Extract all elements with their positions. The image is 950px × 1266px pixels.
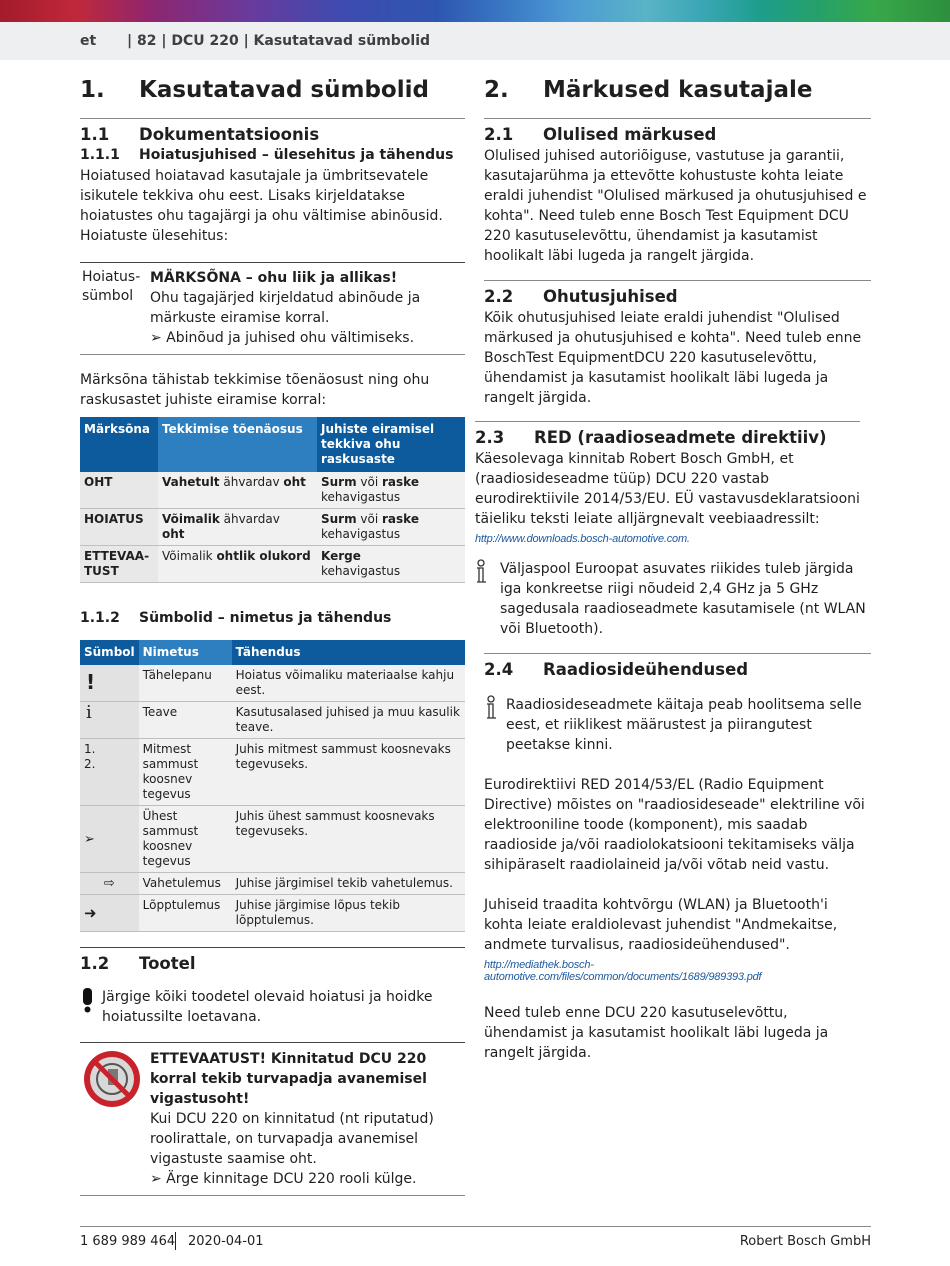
- section-title: RED (raadioseadmete direktiiv): [534, 428, 827, 447]
- footer-separator: [175, 1232, 176, 1250]
- left-column: [80, 74, 465, 1196]
- section-2-2-heading: [484, 283, 871, 308]
- signal-word: HOIATUS: [80, 509, 158, 546]
- closing-text: Need tuleb enne DCU 220 kasutuselevõttu, ühendamist ja kasutamist hoolikalt läbi lugeda ja rangelt järgida.: [484, 1005, 829, 1061]
- section-title: Dokumentatsioonis: [139, 125, 320, 144]
- section-1-1-2-heading: [80, 609, 465, 628]
- intermediate-result-icon: ⇨: [80, 873, 139, 895]
- probability-bold: ohtlik olukord: [216, 549, 311, 563]
- final-result-arrow-icon: ➜: [80, 895, 139, 932]
- section-number: 1.: [80, 77, 105, 103]
- severity-bold: Kerge: [321, 549, 361, 563]
- signal-word: ETTEVAA-TUST: [80, 546, 158, 583]
- airbag-caution-box: [80, 1042, 465, 1196]
- table-row: [80, 806, 465, 873]
- section-title: Märkused kasutajale: [543, 77, 813, 103]
- symbols-table: [80, 640, 465, 932]
- symbol-meaning: Juhise järgimise lõpus tekib lõpptulemus.: [232, 895, 465, 932]
- section-title: Olulised märkused: [543, 125, 717, 144]
- exclamation-icon: !: [80, 665, 139, 702]
- section-1-1-1-heading: [80, 146, 465, 165]
- probability-text: ähvardav: [219, 512, 280, 526]
- section-2-1-heading: [484, 121, 871, 146]
- section-1-1-heading: [80, 121, 465, 146]
- table-row: [80, 873, 465, 895]
- important-notes-text: Olulised juhised autoriõiguse, vastutuse ja garantii, kasutajarühma ja ettevõtte kohustuste kohta leiate eraldi juhendist "Olulised märkused ja ohutusjuhised e kohta". Need tuleb enne Bosch Test Equipment DCU 220 kasutuselevõttu, ühendamist ja kasutamist hoolikalt läbi lugeda ja rangelt järgida.: [484, 148, 867, 264]
- single-step-arrow-icon: ➢: [80, 806, 139, 873]
- severity-bold: raske: [382, 512, 419, 526]
- probability-bold: oht: [283, 475, 306, 489]
- exclamation-icon: [80, 987, 102, 1027]
- section-number: 1.1: [80, 125, 110, 144]
- footer-divider: [80, 1226, 871, 1227]
- severity-text: või: [356, 475, 383, 489]
- warning-consequence: Ohu tagajärjed kirjeldatud abinõude ja märkuste eiramise korral.: [150, 290, 421, 326]
- safety-instructions-text: Kõik ohutusjuhised leiate eraldi juhendist "Olulised märkused ja ohutusjuhised e kohta". Need tuleb enne BoschTest EquipmentDCU 220 kasutuselevõttu, ühendamist ja kasutamist hoolikalt läbi lugeda ja rangelt järgida.: [484, 310, 862, 406]
- wlan-bluetooth-text: Juhiseid traadita kohtvõrgu (WLAN) ja Bluetooth'i kohta leiate eraldiolevast juhendist "Andmekaitse, andmete turvalisus, raadiosideühendused".: [484, 897, 838, 953]
- caution-action: ➢ Ärge kinnitage DCU 220 rooli külge.: [150, 1171, 417, 1187]
- probability-text: ähvardav: [219, 475, 284, 489]
- no-airbag-mount-icon: [82, 1049, 150, 1189]
- symbol-meaning: Juhise järgimisel tekib vahetulemus.: [232, 873, 465, 895]
- product-warning-note: [80, 987, 465, 1027]
- column-header: Märksõna: [80, 417, 158, 472]
- signal-word-explanation: Märksõna tähistab tekkimise tõenäosust ning ohu raskusastet juhiste eiramise korral:: [80, 372, 430, 408]
- section-number: 1.1.1: [80, 147, 120, 163]
- caution-heading: ETTEVAATUST! Kinnitatud DCU 220 korral tekib turvapadja avanemisel vigastusoht!: [150, 1051, 427, 1107]
- operator-info-text: Raadiosideseadmete käitaja peab hoolitsema selle eest, et riiklikest määrustest ja piirangutest peetakse kinni.: [506, 697, 862, 753]
- severity-text: või: [356, 512, 383, 526]
- table-row: [80, 702, 465, 739]
- probability-bold: Vahetult: [162, 475, 220, 489]
- product-warning-text: Järgige kõiki toodetel olevaid hoiatusi ja hoidke hoiatussilte loetavana.: [102, 989, 433, 1025]
- regional-info-note: [474, 559, 871, 639]
- brand-color-strip: [0, 0, 950, 22]
- symbol-name: Ühest sammust koosnev tegevus: [139, 806, 232, 873]
- info-icon: [474, 559, 496, 639]
- symbol-name: Mitmest sammust koosnev tegevus: [139, 739, 232, 806]
- section-1-heading: [80, 74, 465, 119]
- symbol-name: Teave: [139, 702, 232, 739]
- section-number: 2.4: [484, 660, 514, 679]
- declaration-link[interactable]: http://www.downloads.bosch-automotive.com.: [475, 533, 690, 545]
- operator-info-note: [484, 695, 871, 755]
- section-number: 2.2: [484, 287, 514, 306]
- column-header: Tekkimise tõenäosus: [158, 417, 317, 472]
- table-row: [80, 509, 465, 546]
- column-header: Tähendus: [232, 640, 465, 665]
- section-1-2-heading: [80, 950, 465, 975]
- signal-word-table: [80, 417, 465, 583]
- column-header: Juhiste eiramisel tekkiva ohu raskusaste: [317, 417, 465, 472]
- footer-company: Robert Bosch GmbH: [739, 1234, 871, 1249]
- section-title: Kasutatavad sümbolid: [139, 77, 429, 103]
- table-row: [80, 472, 465, 509]
- section-title: Ohutusjuhised: [543, 287, 678, 306]
- signal-word: OHT: [80, 472, 158, 509]
- section-title: Tootel: [139, 954, 196, 973]
- table-row: [80, 895, 465, 932]
- red-definition-text: Eurodirektiivi RED 2014/53/EL (Radio Equipment Directive) mõistes on "raadiosideseade" elektriline või elektrooniline toode (komponent), mis saadab raadioside ja/või raadiolokatsiooni tekitamiseks välja sihipäraselt raadiolaineid ja/või võtab neid vastu.: [484, 777, 865, 873]
- section-number: 1.1.2: [80, 610, 120, 626]
- symbol-meaning: Juhis ühest sammust koosnevaks tegevuseks.: [232, 806, 465, 873]
- symbol-name: Lõpptulemus: [139, 895, 232, 932]
- symbol-name: Vahetulemus: [139, 873, 232, 895]
- section-number: 2.1: [484, 125, 514, 144]
- footer-date: 2020-04-01: [188, 1234, 264, 1249]
- severity-bold: Surm: [321, 512, 357, 526]
- severity-text: kehavigastus: [321, 490, 401, 504]
- section-title: Hoiatusjuhised – ülesehitus ja tähendus: [139, 147, 454, 163]
- severity-text: kehavigastus: [321, 564, 401, 578]
- symbol-meaning: Hoiatus võimaliku materiaalse kahju eest.: [232, 665, 465, 702]
- section-title: Raadiosideühendused: [543, 660, 749, 679]
- right-column: [475, 74, 871, 1063]
- probability-text: Võimalik: [162, 549, 217, 563]
- section-2-4-heading: [484, 656, 871, 681]
- symbol-meaning: Juhis mitmest sammust koosnevaks tegevuseks.: [232, 739, 465, 806]
- severity-bold: raske: [382, 475, 419, 489]
- section-2-heading: [484, 74, 871, 119]
- mediathek-link[interactable]: http://mediathek.bosch-automotive.com/files/common/documents/1689/989393.pdf: [484, 959, 762, 983]
- regional-info-text: Väljaspool Euroopat asuvates riikides tuleb järgida iga konkreetse riigi nõudeid 2,4 GHz ja 5 GHz sagedusala raadioseadmete kasutamisele (nt WLAN või Bluetooth).: [500, 561, 866, 637]
- table-row: [80, 665, 465, 702]
- signal-word-heading: MÄRKSÕNA – ohu liik ja allikas!: [150, 270, 398, 286]
- symbol-name: Tähelepanu: [139, 665, 232, 702]
- section-number: 1.2: [80, 954, 110, 973]
- info-icon: i: [80, 702, 139, 739]
- section-number: 2.: [484, 77, 509, 103]
- column-header: Sümbol: [80, 640, 139, 665]
- severity-bold: Surm: [321, 475, 357, 489]
- caution-text: Kui DCU 220 on kinnitatud (nt riputatud) roolirattale, on turvapadja avanemisel vigastuste saamise oht.: [150, 1111, 434, 1167]
- probability-bold: Võimalik: [162, 512, 220, 526]
- column-header: Nimetus: [139, 640, 232, 665]
- section-title: Sümbolid – nimetus ja tähendus: [139, 610, 392, 626]
- probability-bold: oht: [162, 527, 185, 541]
- table-row: [80, 546, 465, 583]
- header-title: | 82 | DCU 220 | Kasutatavad sümbolid: [127, 33, 431, 49]
- table-row: [80, 739, 465, 806]
- symbol-meaning: Kasutusalased juhised ja muu kasulik teave.: [232, 702, 465, 739]
- severity-text: kehavigastus: [321, 527, 401, 541]
- red-declaration-text: Käesolevaga kinnitab Robert Bosch GmbH, et (raadiosideseadme tüüp) DCU 220 vastab eurodirektiivile 2014/53/EU. EÜ vastavusdeklaratsiooni täieliku teksti leiate alljärgnevalt veebiaadressilt:: [475, 451, 860, 527]
- warning-structure-box: [80, 262, 465, 355]
- footer-doc-number: 1 689 989 464: [80, 1234, 176, 1249]
- section-2-3-heading: [475, 424, 860, 449]
- numbered-steps-icon: 1. 2.: [80, 739, 139, 806]
- warnings-intro: Hoiatused hoiatavad kasutajale ja ümbritsevatele isikutele tekkiva ohu eest. Lisaks kirjeldatakse hoiatustes ohu tagajärgi ja ohu vältimise abinõusid. Hoiatuste ülesehitus:: [80, 168, 443, 244]
- section-number: 2.3: [475, 428, 505, 447]
- warning-symbol-label: Hoiatus-sümbol: [82, 269, 141, 304]
- info-icon: [484, 695, 506, 755]
- warning-action: ➢ Abinõud ja juhised ohu vältimiseks.: [150, 330, 415, 346]
- header-language: et: [80, 33, 97, 49]
